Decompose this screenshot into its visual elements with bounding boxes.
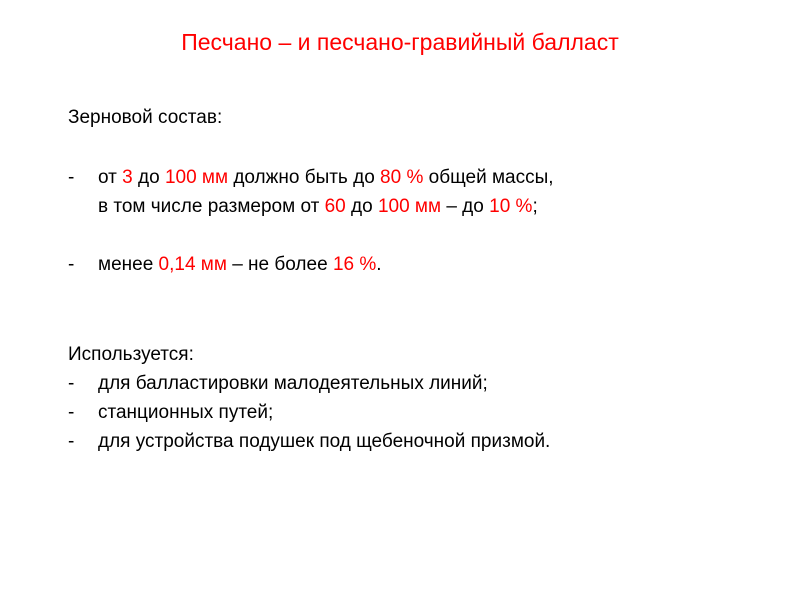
- list-dash: -: [68, 254, 75, 275]
- composition-item-1: [98, 167, 554, 189]
- text-segment: в том числе размером от: [98, 196, 325, 217]
- value-max-size: 100 мм: [377, 196, 442, 217]
- text-segment: .: [376, 254, 382, 275]
- text-segment: – не более: [226, 254, 333, 275]
- text-segment: общей массы,: [423, 167, 554, 188]
- usage-item: для устройства подушек под щебеночной призмой.: [98, 431, 551, 452]
- value-percent: 10 %: [489, 196, 533, 217]
- text-segment: ;: [532, 196, 538, 217]
- value-percent: 16 %: [332, 254, 377, 275]
- usage-item: станционных путей;: [98, 402, 274, 423]
- composition-heading: Зерновой состав:: [68, 107, 223, 128]
- value-min-size: 3: [122, 167, 133, 188]
- text-segment: от: [98, 167, 123, 188]
- usage-heading: Используется:: [68, 344, 194, 365]
- list-dash: -: [68, 373, 75, 394]
- list-dash: -: [68, 402, 75, 423]
- slide-title: Песчано – и песчано-гравийный балласт: [181, 29, 619, 55]
- text-segment: менее: [98, 254, 159, 275]
- text-segment: – до: [441, 196, 490, 217]
- text-segment: должно быть до: [228, 167, 381, 188]
- value-percent: 80 %: [380, 167, 424, 188]
- usage-item: для балластировки малодеятельных линий;: [98, 373, 488, 394]
- composition-item-2: [98, 254, 382, 276]
- composition-item-1-continuation: [98, 196, 538, 218]
- text-segment: до: [345, 196, 378, 217]
- list-dash: -: [68, 431, 75, 452]
- value-min-size: 60: [324, 196, 346, 217]
- value-max-size: 100 мм: [164, 167, 229, 188]
- list-dash: -: [68, 167, 75, 188]
- value-size: 0,14 мм: [158, 254, 227, 275]
- text-segment: до: [132, 167, 165, 188]
